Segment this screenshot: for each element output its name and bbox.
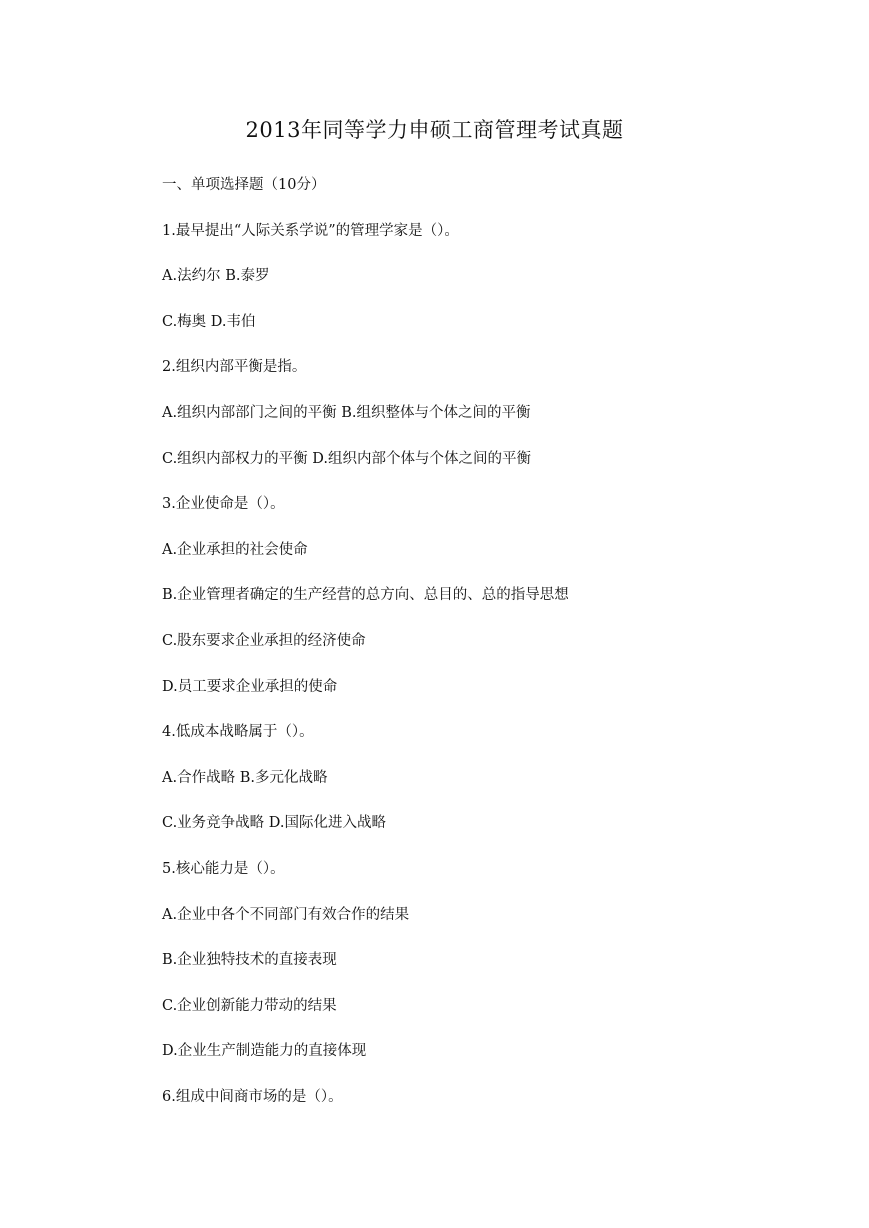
question-3-option-c: C.股东要求企业承担的经济使命 <box>162 632 366 649</box>
question-5-option-b: B.企业独特技术的直接表现 <box>162 952 337 969</box>
document-body <box>162 177 822 1134</box>
question-6: 6.组成中间商市场的是（）。 <box>162 1088 343 1105</box>
question-5-option-d: D.企业生产制造能力的直接体现 <box>162 1043 367 1060</box>
question-5-option-a: A.企业中各个不同部门有效合作的结果 <box>162 906 410 923</box>
question-2-options-ab: A.组织内部部门之间的平衡 B.组织整体与个体之间的平衡 <box>162 404 531 421</box>
question-4-options-ab: A.合作战略 B.多元化战略 <box>162 769 328 786</box>
document-title: 2013年同等学力申硕工商管理考试真题 <box>245 118 624 142</box>
question-5-option-c: C.企业创新能力带动的结果 <box>162 997 337 1014</box>
question-3: 3.企业使命是（）。 <box>162 496 285 513</box>
question-1-options-cd: C.梅奥 D.韦伯 <box>162 313 256 330</box>
question-4-options-cd: C.业务竞争战略 D.国际化进入战略 <box>162 815 387 832</box>
section-heading: 一、单项选择题（10分） <box>162 177 326 193</box>
question-3-option-a: A.企业承担的社会使命 <box>162 541 308 558</box>
question-2-options-cd: C.组织内部权力的平衡 D.组织内部个体与个体之间的平衡 <box>162 450 532 467</box>
question-5: 5.核心能力是（）。 <box>162 860 285 877</box>
question-2: 2.组织内部平衡是指。 <box>162 359 307 376</box>
question-4: 4.低成本战略属于（）。 <box>162 724 314 741</box>
question-1-options-ab: A.法约尔 B.泰罗 <box>162 268 270 285</box>
question-3-option-d: D.员工要求企业承担的使命 <box>162 678 338 695</box>
question-3-option-b: B.企业管理者确定的生产经营的总方向、总目的、总的指导思想 <box>162 587 569 604</box>
question-1: 1.最早提出“人际关系学说”的管理学家是（）。 <box>162 222 459 239</box>
